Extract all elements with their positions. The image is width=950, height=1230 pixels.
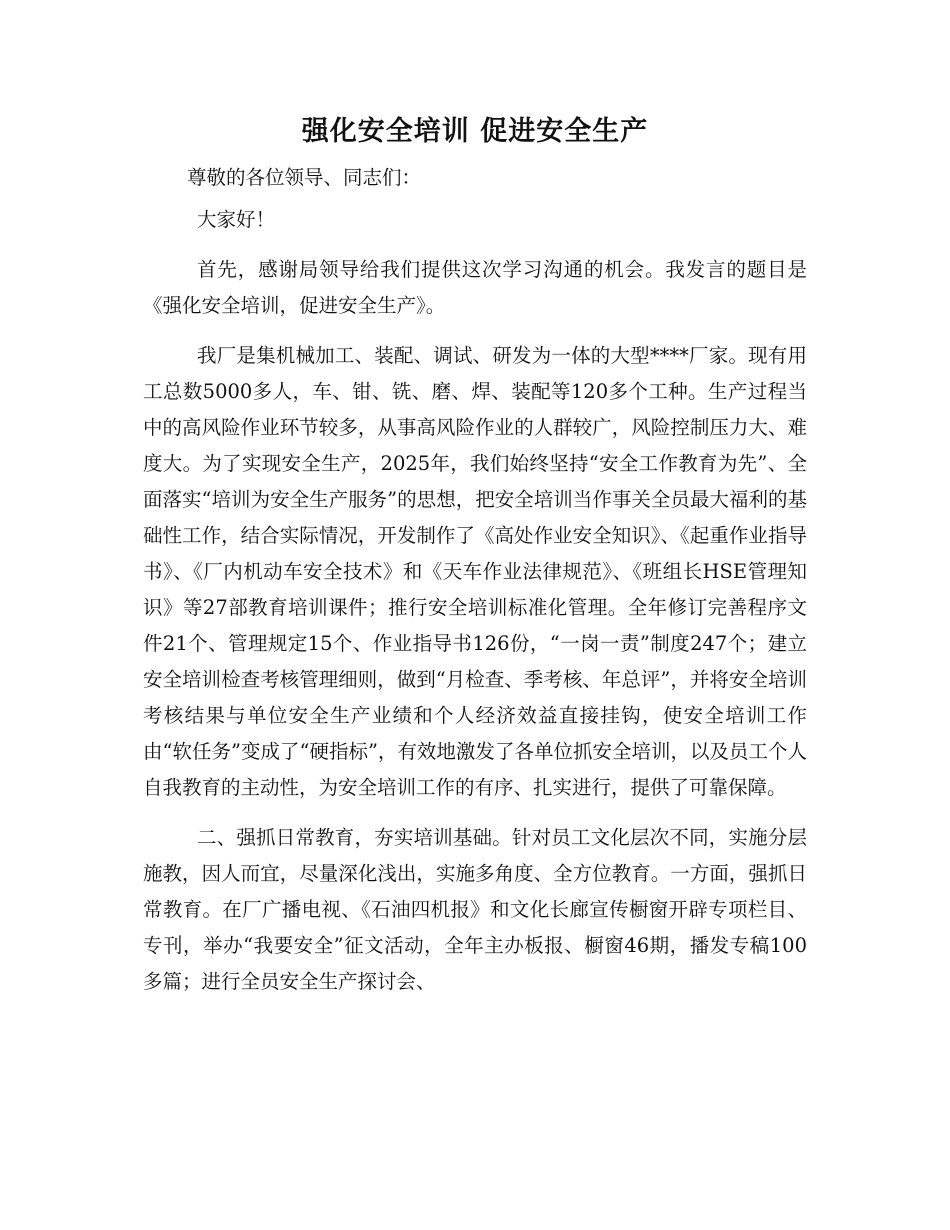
paragraph-intro: 首先，感谢局领导给我们提供这次学习沟通的机会。我发言的题目是《强化安全培训，促进安全生产》。 bbox=[143, 258, 807, 317]
document-title: 强化安全培训 促进安全生产 bbox=[301, 116, 649, 147]
greeting: 大家好！ bbox=[197, 208, 276, 231]
paragraph-daily-education: 二、强抓日常教育，夯实培训基础。针对员工文化层次不同，实施分层施教，因人而宜，尽量深化浅出，实施多角度、全方位教育。一方面，强抓日常教育。在厂广播电视、《石油四机报》和文化长廊宣传橱窗开辟专项栏目、专刊，举办“我要安全”征文活动，全年主办板报、橱窗46期，播发专稿100多篇；进行全员安全生产探讨会、 bbox=[143, 826, 807, 993]
paragraph-factory-overview: 我厂是集机械加工、装配、调试、研发为一体的大型****厂家。现有用工总数5000多人，车、钳、铣、磨、焊、装配等120多个工种。生产过程当中的高风险作业环节较多，从事高风险作业的人群较广，风险控制压力大、难度大。为了实现安全生产，2025年，我们始终坚持“安全工作教育为先”、全面落实“培训为安全生产服务”的思想，把安全培训当作事关全员最大福利的基础性工作，结合实际情况，开发制作了《高处作业安全知识》、《起重作业指导书》、《厂内机动车安全技术》和《天车作业法律规范》、《班组长HSE管理知识》等27部教育培训课件；推行安全培训标准化管理。全年修订完善程序文件21个、管理规定15个、作业指导书126份，“一岗一责”制度247个；建立安全培训检查考核管理细则，做到“月检查、季考核、年总评”，并将安全培训考核结果与单位安全生产业绩和个人经济效益直接挂钩，使安全培训工作由“软任务”变成了“硬指标”，有效地激发了各单位抓安全培训，以及员工个人自我教育的主动性，为安全培训工作的有序、扎实进行，提供了可靠保障。 bbox=[143, 344, 807, 799]
document-body bbox=[143, 160, 807, 1014]
salutation: 尊敬的各位领导、同志们： bbox=[187, 166, 422, 189]
